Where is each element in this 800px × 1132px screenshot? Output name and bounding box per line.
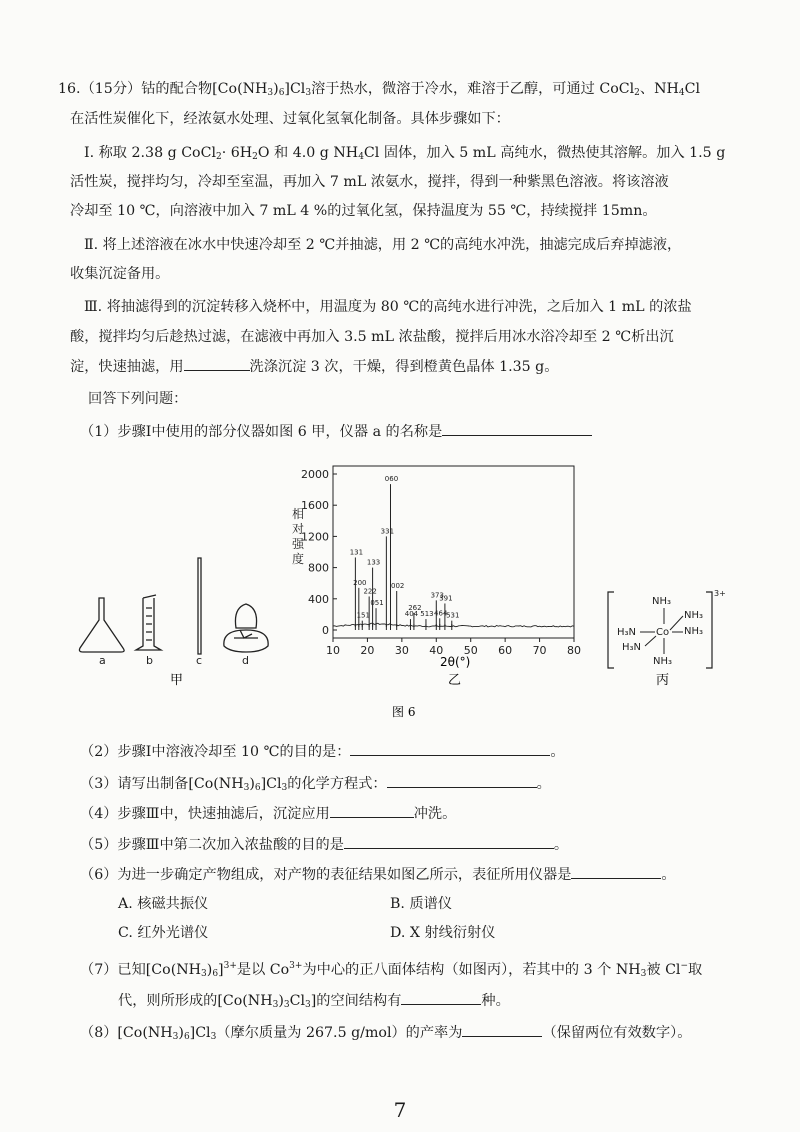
complex-structure <box>608 589 726 668</box>
peak-label-531: 531 <box>446 611 460 620</box>
conical-flask-icon <box>79 598 124 652</box>
apparatus-label-c: c <box>196 654 203 667</box>
figure-caption: 图 6 <box>392 705 416 719</box>
peak-label-404: 404 <box>404 610 419 619</box>
x-tick-label-5: 60 <box>498 644 513 657</box>
answer-blank-q2[interactable] <box>350 741 550 756</box>
question-score: （15分） <box>80 81 142 97</box>
ligand-upper-right: NH₃ <box>684 610 704 621</box>
peak-label-464: 464 <box>434 609 448 618</box>
glass-rod-icon <box>198 558 201 654</box>
q7-line-2: 代，则所形成的$[Co(NH_3)_3Cl_3]$的空间结构有 种。 <box>118 990 510 1015</box>
peak-label-151: 151 <box>356 611 370 620</box>
bracket-left <box>608 592 614 668</box>
cylinder-marks <box>146 608 152 640</box>
answer-blank-q5[interactable] <box>344 834 554 849</box>
step1-line-2: 活性炭，搅拌均匀，冷却至室温，再加入 7 mL 浓氨水，搅拌，得到一种紫黑色溶液。将该溶液 <box>70 174 669 190</box>
alcohol-lamp-icon <box>224 604 268 652</box>
q1: （1）步骤Ⅰ中使用的部分仪器如图 6 甲，仪器 a 的名称是 <box>80 421 592 442</box>
answer-blank-q1[interactable] <box>442 421 592 436</box>
step3-line-3: 淀，快速抽滤，用 洗涤沉淀 3 次，干燥，得到橙黄色晶体 1.35 g。 <box>70 356 558 377</box>
peak-label-391: 391 <box>439 594 453 603</box>
x-tick-label-7: 80 <box>567 644 581 657</box>
y-tick-label-3: 1200 <box>301 530 329 544</box>
answer-blank-q6[interactable] <box>571 864 661 879</box>
step2-line-1: Ⅱ. 将上述溶液在冰水中快速冷却至 2 ℃并抽滤，用 2 ℃的高纯水冲洗，抽滤完成后弃掉滤液， <box>84 237 682 253</box>
step1-line-3: 冷却至 10 ℃，向溶液中加入 7 mL 4 %的过氧化氢，保持温度为 55 ℃，持续搅拌 15mn。 <box>70 203 657 219</box>
x-tick-label-4: 50 <box>463 644 478 657</box>
bracket-right <box>706 592 712 668</box>
panel-yi-label: 乙 <box>448 673 462 688</box>
answer-blank-q8[interactable] <box>462 1022 542 1037</box>
y-tick-label-2: 800 <box>308 561 329 575</box>
ylabel-char: 度 <box>292 552 305 566</box>
ligand-left: H₃N <box>617 627 637 638</box>
x-tick-label-3: 40 <box>429 644 444 657</box>
ligand-lower-left: H₃N <box>622 642 642 653</box>
xrd-chart <box>292 466 581 669</box>
q3: （3）请写出制备$[Co(NH_3)_6]Cl_3$的化学方程式： 。 <box>80 773 551 798</box>
peak-label-262: 262 <box>408 603 422 612</box>
peak-label-002: 002 <box>391 582 405 590</box>
peak-label-060: 060 <box>384 475 399 484</box>
peak-label-131: 131 <box>349 548 364 557</box>
answer-blank-wash[interactable] <box>184 356 250 371</box>
peak-label-200: 200 <box>353 578 367 587</box>
apparatus-label-d: d <box>242 654 249 667</box>
apparatus-label-b: b <box>146 654 153 667</box>
y-tick-label-1: 400 <box>308 592 329 606</box>
answer-blank-q7[interactable] <box>401 990 481 1005</box>
figure-6-svg <box>0 458 800 728</box>
ylabel-char: 对 <box>292 522 305 536</box>
peak-label-222: 222 <box>363 587 377 596</box>
step3-line-1: Ⅲ. 将抽滤得到的沉淀转移入烧杯中，用温度为 80 ℃的高纯水进行冲洗，之后加入 1 mL 的浓盐 <box>84 299 692 315</box>
peak-label-373: 373 <box>430 591 444 600</box>
option-c: C. 红外光谱仪 <box>118 925 209 941</box>
chart-xlabel: 2θ(°) <box>440 655 471 669</box>
complex-charge: 3+ <box>714 589 726 598</box>
apparatus-label-a: a <box>99 654 106 667</box>
apparatus-group <box>79 558 268 654</box>
answer-blank-q3[interactable] <box>387 773 537 788</box>
step2-line-2: 收集沉淀备用。 <box>70 266 170 282</box>
panel-bing-label: 丙 <box>656 673 670 688</box>
q2: （2）步骤Ⅰ中溶液冷却至 10 ℃的目的是： 。 <box>80 741 565 762</box>
ligand-bottom: NH₃ <box>653 656 673 667</box>
option-b: B. 质谱仪 <box>390 896 453 912</box>
x-tick-label-2: 30 <box>394 644 409 657</box>
question-number: 16. <box>58 81 81 97</box>
peak-label-331: 331 <box>380 527 395 536</box>
answer-prompt: 回答下列问题： <box>88 391 188 407</box>
step1-line-1: Ⅰ. 称取 2.38 g CoCl$_2$· $6H_2O$ 和 4.0 g $NH_4Cl$ 固体，加入 5 mL 高纯水，微热使其溶解。加入 1.5 g <box>84 145 726 162</box>
x-tick-label-0: 10 <box>326 644 340 657</box>
peak-label-051: 051 <box>370 599 384 608</box>
answer-blank-q4[interactable] <box>330 803 414 818</box>
peak-label-513: 513 <box>420 610 434 619</box>
option-d: D. X 射线衍射仪 <box>390 925 496 941</box>
q4: （4）步骤Ⅲ中，快速抽滤后，沉淀应用 冲洗。 <box>80 803 456 824</box>
ligand-right: NH₃ <box>684 626 704 637</box>
peak-label-133: 133 <box>366 558 381 567</box>
q8: $(8)[Co(NH_3)_6]Cl_3$（摩尔质量为 267.5 g/mol）的产率为 （保留两位有效数字）。 <box>80 1022 691 1047</box>
x-tick-label-1: 20 <box>360 644 375 657</box>
y-tick-label-0: 0 <box>322 624 329 637</box>
step3-line-2: 酸，搅拌均匀后趁热过滤，在滤液中再加入 3.5 mL 浓盐酸，搅拌后用冰水浴冷却至 2 ℃析出沉 <box>70 329 674 345</box>
graduated-cylinder-icon <box>136 595 161 650</box>
page-number: 7 <box>393 1098 407 1122</box>
ylabel-char: 强 <box>292 537 305 551</box>
intro-line-1: 16.（15分）钴的配合物$[Co(NH_3)_6]Cl_3$溶于热水，微溶于冷水，难溶于乙醇，可通过 CoCl$_2$、$NH_4Cl$ <box>58 81 701 98</box>
complex-center-co: Co <box>656 627 670 638</box>
ligand-top: NH₃ <box>652 596 672 607</box>
panel-jia-label: 甲 <box>170 673 184 688</box>
option-a: A. 核磁共振仪 <box>118 896 209 912</box>
q7-line-1: （7）已知$[Co(NH_3)_6]^{3+}$是以 $Co^{3+}$为中心的正八面体结构（如图丙），若其中的 3 个 $NH_3$被 Cl−取 <box>80 961 703 979</box>
y-tick-label-5: 2000 <box>301 468 329 481</box>
figure-6 <box>0 458 800 728</box>
intro-line-2: 在活性炭催化下，经浓氨水处理、过氧化氢氧化制备。具体步骤如下： <box>70 111 510 127</box>
q6: （6）为进一步确定产物组成，对产物的表征结果如图乙所示，表征所用仪器是 。 <box>80 864 676 885</box>
x-tick-label-6: 70 <box>532 644 547 657</box>
ylabel-char: 相 <box>292 507 305 521</box>
y-tick-label-4: 1600 <box>301 499 329 513</box>
q5: （5）步骤Ⅲ中第二次加入浓盐酸的目的是 。 <box>80 834 568 855</box>
